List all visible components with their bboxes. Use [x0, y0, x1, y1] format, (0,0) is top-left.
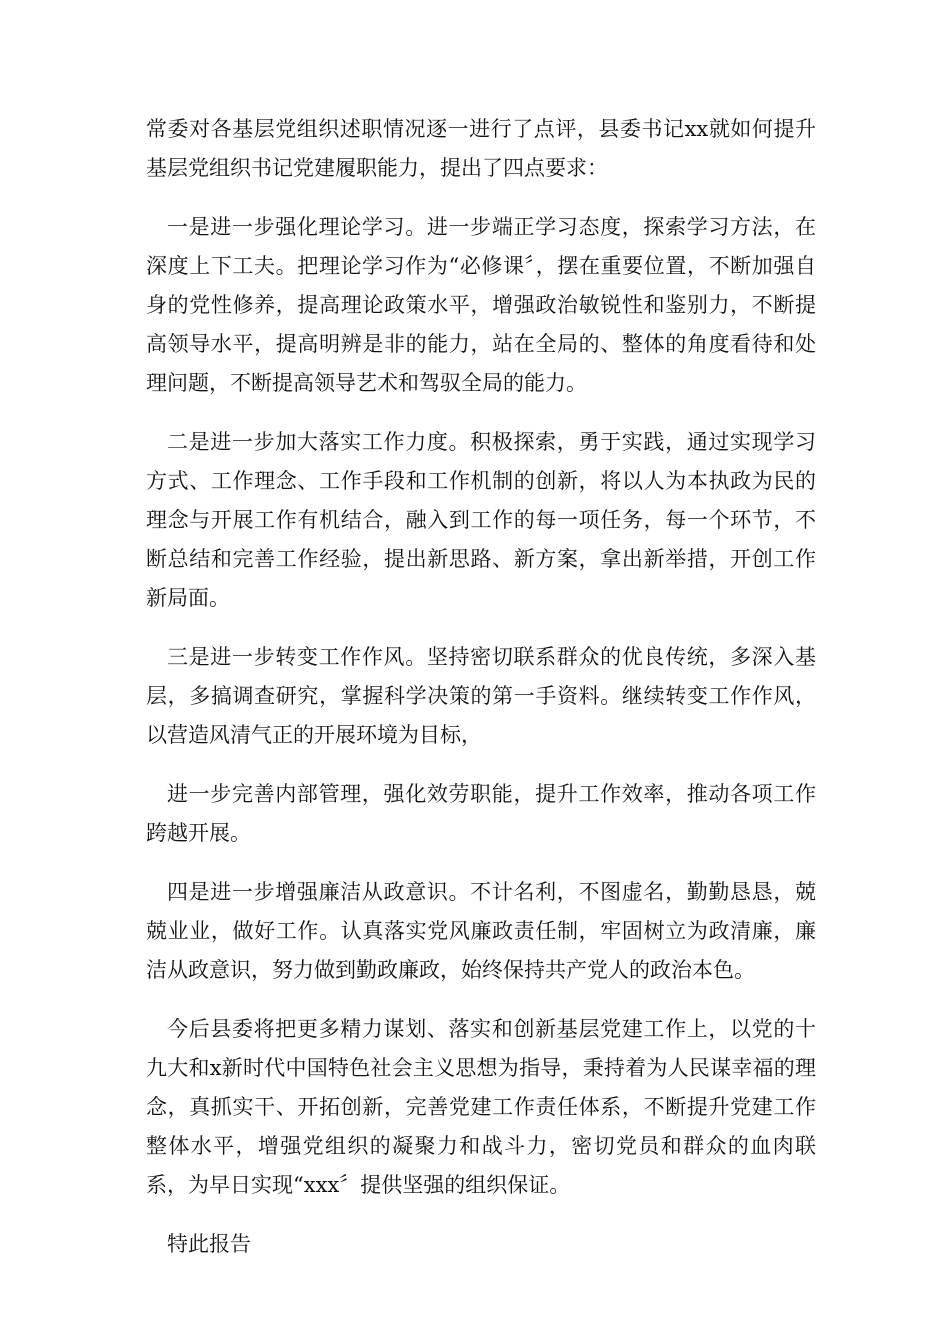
paragraph-intro: 常委对各基层党组织述职情况逐一进行了点评，县委书记xx就如何提升基层党组织书记党建履职能力，提出了四点要求：	[146, 117, 816, 180]
paragraph-point-two: 二是进一步加大落实工作力度。积极探索，勇于实践，通过实现学习方式、工作理念、工作手段和工作机制的创新，将以人为本执政为民的理念与开展工作有机结合，融入到工作的每一项任务，每一个环节，不断总结和完善工作经验，提出新思路、新方案，拿出新举措，开创工作新局面。	[146, 430, 816, 610]
paragraph-point-one: 一是进一步强化理论学习。进一步端正学习态度，探索学习方法，在深度上下工夫。把理论学习作为“必修课〞，摆在重要位置，不断加强自身的党性修养，提高理论政策水平，增强政治敏锐性和鉴别力，不断提高领导水平，提高明辨是非的能力，站在全局的、整体的角度看待和处理问题，不断提高领导艺术和驾驭全局的能力。	[146, 215, 816, 395]
paragraph-point-four: 四是进一步增强廉洁从政意识。不计名利，不图虚名，勤勤恳恳，兢兢业业，做好工作。认真落实党风廉政责任制，牢固树立为政清廉，廉洁从政意识，努力做到勤政廉政，始终保持共产党人的政治本色。	[146, 880, 816, 982]
paragraph-point-three: 三是进一步转变工作作风。坚持密切联系群众的优良传统，多深入基层，多搞调查研究，掌握科学决策的第一手资料。继续转变工作作风，以营造风清气正的开展环境为目标，	[146, 645, 816, 747]
paragraph-point-three-continued: 进一步完善内部管理，强化效劳职能，提升工作效率，推动各项工作跨越开展。	[146, 782, 816, 845]
paragraph-conclusion: 今后县委将把更多精力谋划、落实和创新基层党建工作上，以党的十九大和x新时代中国特色社会主义思想为指导，秉持着为人民谋幸福的理念，真抓实干、开拓创新，完善党建工作责任体系，不断提升党建工作整体水平，增强党组织的凝聚力和战斗力，密切党员和群众的血肉联系，为早日实现“xxx〞提供坚强的组织保证。	[146, 1017, 816, 1197]
document-body	[146, 110, 816, 1284]
paragraph-closing: 特此报告	[167, 1232, 251, 1256]
